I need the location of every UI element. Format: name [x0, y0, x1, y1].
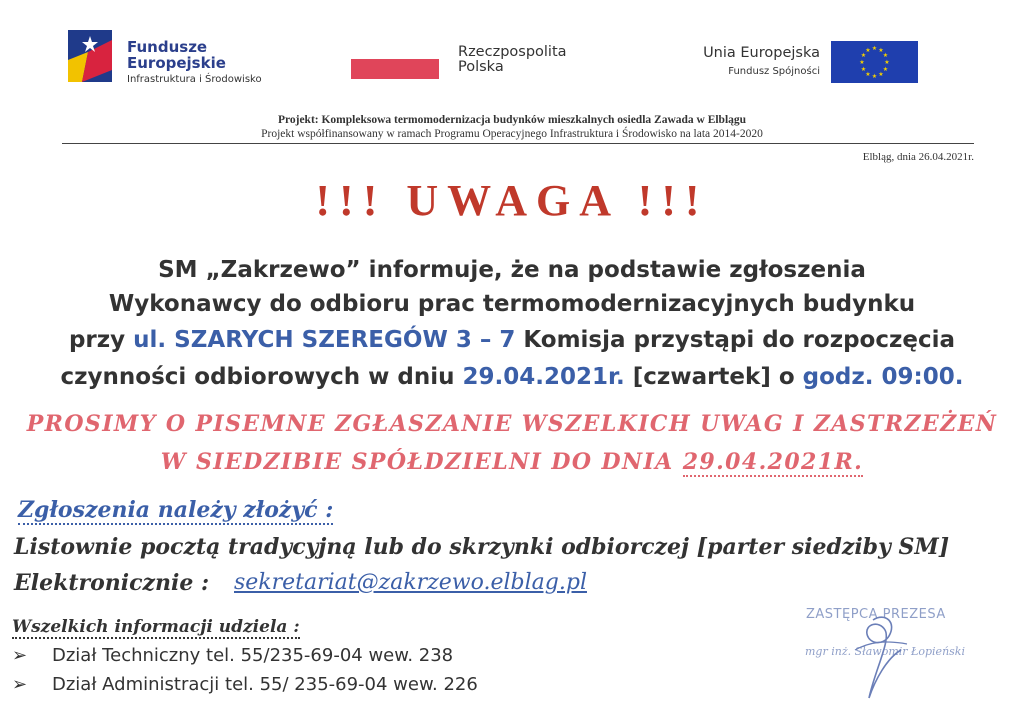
notice-line-4-prefix: czynności odbiorowych w dniu — [60, 364, 463, 390]
svg-text:★: ★ — [871, 73, 878, 80]
svg-text:★: ★ — [871, 45, 878, 52]
pl-logo-text — [458, 45, 567, 75]
project-title: Projekt: Kompleksowa termomodernizacja budynków mieszkalnych osiedla Zawada w Elblągu — [277, 114, 747, 126]
submission-heading: Zgłoszenia należy złożyć : — [18, 497, 334, 523]
eu-line2: Fundusz Spójności — [728, 65, 820, 77]
stamp-title: ZASTĘPCA PREZESA — [806, 607, 946, 622]
polish-flag-logo — [351, 59, 439, 79]
pl-line2: Polska — [458, 59, 504, 76]
eu-logo-text — [660, 46, 820, 77]
fe-line2: Europejskie — [127, 54, 226, 72]
info-item-technical: Dział Techniczny tel. 55/235-69-04 wew. 238 — [52, 645, 454, 666]
inspection-date: 29.04.2021r. — [462, 364, 625, 390]
street-address: ul. SZARYCH SZEREGÓW 3 – 7 — [133, 327, 516, 353]
document-date: Elbląg, dnia 26.04.2021r. — [862, 151, 974, 163]
arrow-bullet-icon: ➢ — [12, 645, 28, 666]
fe-line3: Infrastruktura i Środowisko — [127, 74, 262, 85]
signature-image — [845, 610, 915, 705]
svg-text:★: ★ — [860, 66, 867, 73]
project-cofinance: Projekt współfinansowany w ramach Programu Operacyjnego Infrastruktura i Środowisko na lata 2014-2020 — [261, 128, 763, 140]
info-item-administration: Dział Administracji tel. 55/ 235-69-04 wew. 226 — [52, 674, 478, 695]
fe-line1: Fundusze — [127, 38, 208, 56]
inspection-time: godz. 09:00. — [802, 364, 964, 390]
headline-uwaga: !!! UWAGA !!! — [315, 176, 709, 225]
email-link[interactable]: sekretariat@zakrzewo.elblag.pl — [234, 570, 587, 595]
svg-text:★: ★ — [882, 66, 889, 73]
svg-text:★: ★ — [865, 71, 871, 78]
svg-text:★: ★ — [860, 52, 867, 59]
notice-line-3-suffix: Komisja przystąpi do rozpoczęcia — [515, 327, 956, 353]
svg-text:★: ★ — [882, 52, 889, 59]
svg-text:★: ★ — [859, 59, 865, 66]
svg-text:★: ★ — [878, 47, 884, 54]
request-line-2 — [0, 449, 1024, 475]
svg-text:★: ★ — [865, 47, 871, 54]
notice-line-4-middle: [czwartek] o — [624, 364, 803, 390]
list-item — [12, 645, 453, 666]
svg-text:★: ★ — [884, 59, 890, 66]
header-divider — [62, 143, 974, 144]
svg-text:★: ★ — [878, 71, 884, 78]
fundusze-europejskie-logo — [68, 30, 112, 82]
list-item — [12, 674, 478, 695]
notice-line-4 — [0, 364, 1024, 390]
eu-flag-logo — [831, 41, 918, 83]
submission-mail-line: Listownie pocztą tradycyjną lub do skrzynki odbiorczej [parter siedziby SM] — [14, 534, 950, 560]
info-heading: Wszelkich informacji udziela : — [12, 617, 300, 637]
pl-line1: Rzeczpospolita — [458, 44, 567, 60]
notice-line-1: SM „Zakrzewo” informuje, że na podstawie zgłoszenia — [158, 257, 866, 283]
eu-line1: Unia Europejska — [703, 45, 820, 61]
arrow-bullet-icon: ➢ — [12, 674, 28, 695]
request-line-2-prefix: W SIEDZIBIE SPÓŁDZIELNI DO DNIA — [160, 449, 683, 475]
request-deadline: 29.04.2021R. — [682, 449, 864, 475]
notice-line-3 — [0, 327, 1024, 353]
stamp-name: mgr inż. Sławomir Łopieński — [805, 645, 965, 658]
fe-logo-text — [127, 40, 262, 85]
request-line-1: PROSIMY O PISEMNE ZGŁASZANIE WSZELKICH UWAG I ZASTRZEŻEŃ — [26, 411, 998, 437]
notice-line-3-prefix: przy — [68, 327, 134, 353]
electronic-label: Elektronicznie : — [14, 570, 210, 596]
notice-line-2: Wykonawcy do odbioru prac termomodernizacyjnych budynku — [108, 291, 916, 317]
